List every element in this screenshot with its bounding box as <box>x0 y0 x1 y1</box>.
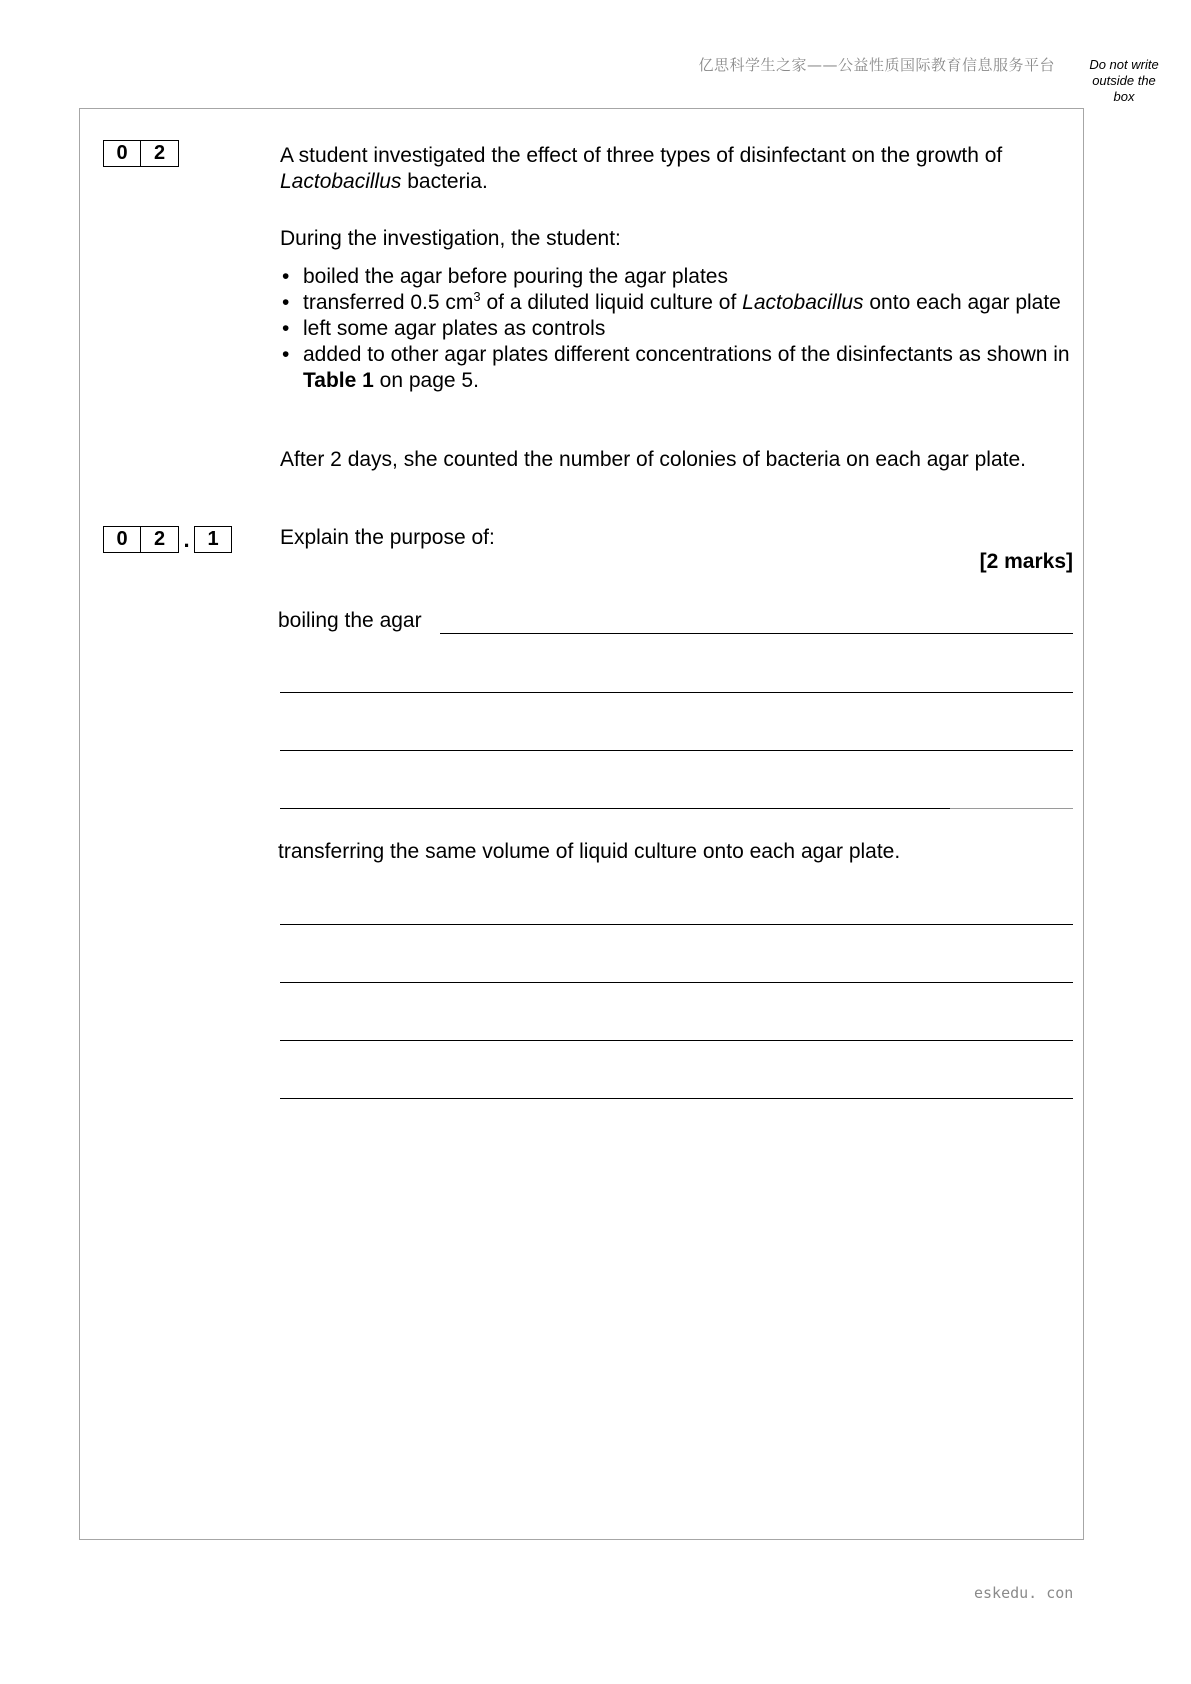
question-number-digit: 0 <box>103 140 141 167</box>
bullet-item: • transferred 0.5 $cm^3$ of a diluted liquid culture of Lactobacillus onto each agar plate <box>280 290 1070 316</box>
answer-line[interactable] <box>440 633 1073 634</box>
answer-line[interactable] <box>280 692 1073 693</box>
footer-watermark: eskedu. con <box>974 1584 1074 1602</box>
subquestion-separator: . <box>183 526 190 552</box>
marks-label: [2 marks] <box>979 550 1073 573</box>
answer-line[interactable] <box>280 808 950 809</box>
method-bullet-list <box>280 264 1070 394</box>
answer-line-tail <box>950 808 1073 809</box>
question-number-digit: 2 <box>141 140 179 167</box>
part-a-label: boiling the agar <box>278 609 422 632</box>
result-statement: After 2 days, she counted the number of colonies of bacteria on each agar plate. <box>280 448 1026 471</box>
bullet-item: • added to other agar plates different concentrations of the disinfectants as shown in Table 1 on page 5. <box>280 342 1070 394</box>
answer-line[interactable] <box>280 924 1073 925</box>
investigation-lead: During the investigation, the student: <box>280 227 621 250</box>
question-number <box>103 140 179 167</box>
answer-line[interactable] <box>280 1098 1073 1099</box>
bullet-item: • left some agar plates as controls <box>280 316 1070 342</box>
margin-note-line-2: outside the <box>1092 73 1156 88</box>
answer-line[interactable] <box>280 750 1073 751</box>
answer-line[interactable] <box>280 1040 1073 1041</box>
margin-note <box>1078 57 1170 105</box>
margin-note-line-1: Do not write <box>1089 57 1159 72</box>
subquestion-number-digit: 2 <box>141 526 179 553</box>
margin-note-line-3: box <box>1113 89 1135 104</box>
subquestion-number-digit: 1 <box>194 526 232 553</box>
header-watermark: 亿思科学生之家——公益性质国际教育信息服务平台 <box>698 56 1055 74</box>
bullet-item: • boiled the agar before pouring the agar plates <box>280 264 1070 290</box>
subquestion-prompt: Explain the purpose of: <box>280 526 495 549</box>
subquestion-number-digit: 0 <box>103 526 141 553</box>
subquestion-number <box>103 526 232 553</box>
part-b-label: transferring the same volume of liquid culture onto each agar plate. <box>278 840 901 863</box>
answer-line[interactable] <box>280 982 1073 983</box>
question-intro: A student investigated the effect of three types of disinfectant on the growth of Lactobacillus bacteria. <box>280 144 1003 193</box>
